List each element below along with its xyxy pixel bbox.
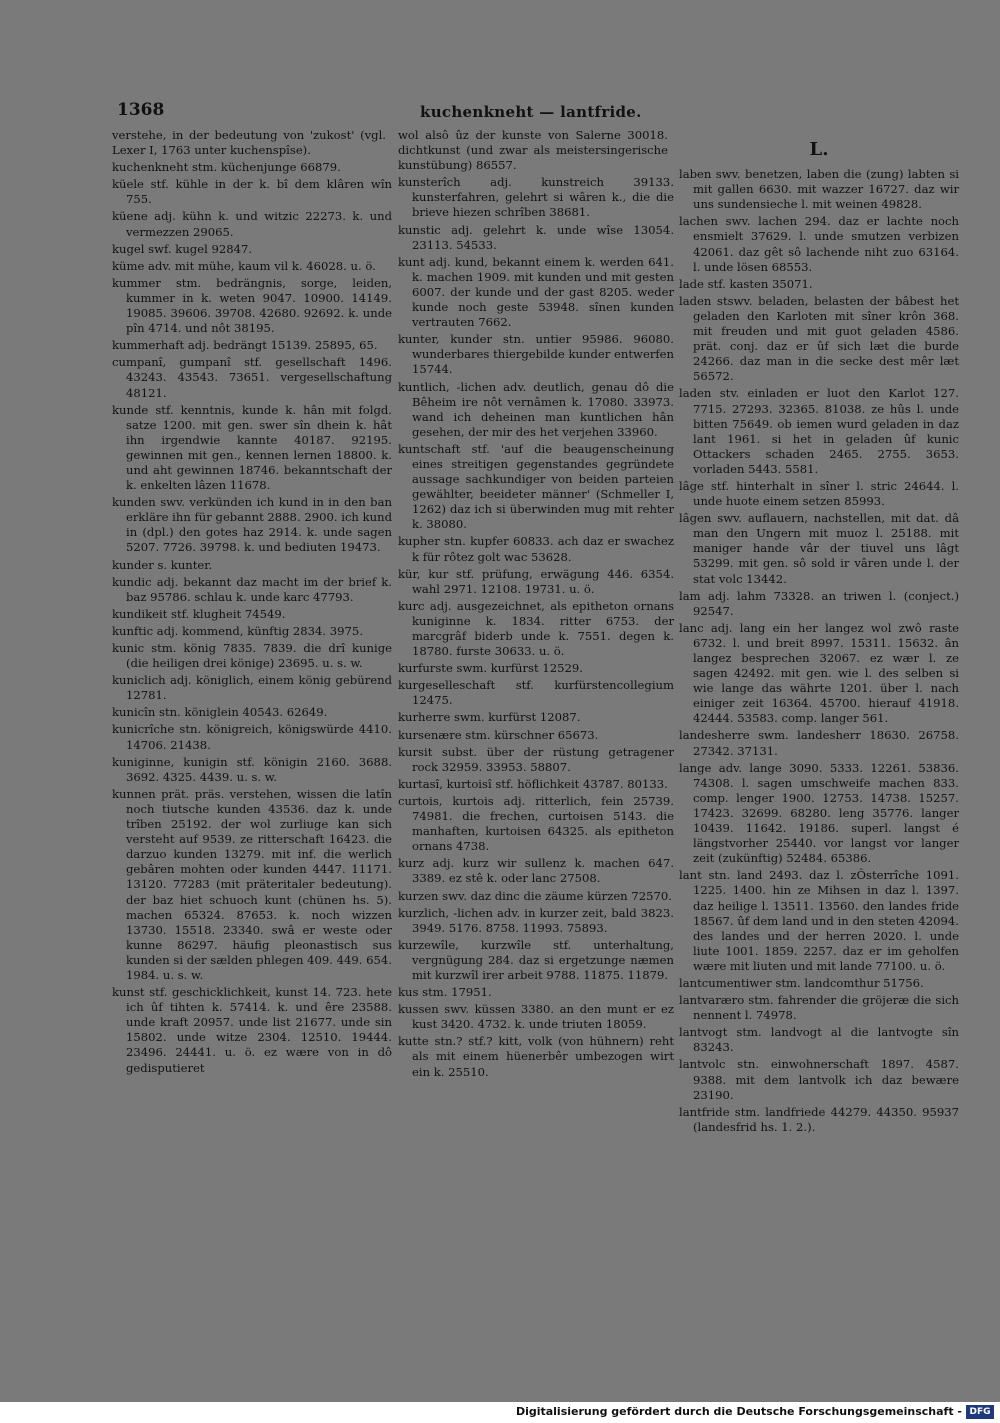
- dictionary-entry: lanc adj. lang ein her langez wol zwô raste 6732. l. und breit 8997. 15311. 15632. ân langez besprechen 32067. ez wær l. ze sagen 42492. mit gen. wie l. des selben si wie lange das währte 1201. über l. nach einiger zeit 16364. 45700. hierauf 41918. 42444. 53583. comp. langer 561.: [679, 620, 959, 726]
- funding-credit: Digitalisierung gefördert durch die Deutsche Forschungsgemeinschaft -: [515, 1405, 962, 1418]
- dictionary-entry: kunter, kunder stn. untier 95986. 96080. wunderbares thiergebilde kunder entwerfen 15744.: [398, 332, 674, 377]
- dictionary-entry: kurzewîle, kurzwîle stf. unterhaltung, vergnügung 284. daz si ergetzunge næmen mit kurzwîl irer arbeit 9788. 11875. 11879.: [398, 937, 674, 982]
- page-number: 1368: [117, 100, 165, 120]
- section-letter: L.: [809, 139, 829, 160]
- dictionary-entry: kunder s. kunter.: [112, 557, 213, 572]
- dictionary-entry: kuchenkneht stm. küchenjunge 66879.: [112, 160, 341, 175]
- dictionary-entry: lantcumentiwer stm. landcomthur 51756.: [679, 975, 924, 990]
- dictionary-entry: kutte stn.? stf.? kitt, volk (von hühnern) reht als mit einem hüenerbêr umbezogen wirt ein k. 25510.: [398, 1034, 674, 1079]
- dictionary-entry: cumpanî, gumpanî stf. gesellschaft 1496. 43243. 43543. 73651. vergesellschaftung 48121.: [112, 355, 392, 400]
- dictionary-entry: lantfride stm. landfriede 44279. 44350. 95937 (landesfrid hs. 1. 2.).: [679, 1104, 959, 1134]
- dictionary-entry: kurfurste swm. kurfürst 12529.: [398, 661, 583, 676]
- dictionary-entry: kurgeselleschaft stf. kurfürstencollegium 12475.: [398, 678, 674, 708]
- dictionary-entry: kupher stn. kupfer 60833. ach daz er swachez k für rôtez golt wac 53628.: [398, 534, 674, 564]
- dictionary-entry: lade stf. kasten 35071.: [679, 276, 813, 291]
- running-title: kuchenkneht — lantfride.: [420, 103, 642, 121]
- dictionary-entry: kuniclich adj. königlich, einem könig gebürend 12781.: [112, 673, 392, 703]
- dictionary-entry: kurzlich, -lichen adv. in kurzer zeit, bald 3823. 3949. 5176. 8758. 11993. 75893.: [398, 905, 674, 935]
- dictionary-entry: kursenære stm. kürschner 65673.: [398, 727, 599, 742]
- dictionary-entry: kuniginne, kunigin stf. königin 2160. 3688. 3692. 4325. 4439. u. s. w.: [112, 754, 392, 784]
- dictionary-entry: laden stv. einladen er luot den Karlot 127. 7715. 27293. 32365. 81038. ze hûs l. unde bitten 75649. ob iemen wurd geladen in daz lant 1961. si het in geladen ûf kunic Ottackers schaden 2465. 2755. 3653. vorladen 5443. 5581.: [679, 386, 959, 476]
- dictionary-entry: kunicrîche stn. königreich, königswürde 4410. 14706. 21438.: [112, 722, 392, 752]
- dictionary-entry: küene adj. kühn k. und witzic 22273. k. und vermezzen 29065.: [112, 209, 392, 239]
- dictionary-entry: kunde stf. kenntnis, kunde k. hân mit folgd. satze 1200. mit gen. swer sîn dhein k. hât ihn irgendwie kannte 40187. 92195. gewinnen mit gen., kennen lernen 18800. k. und aht gewinnen 18746. bekanntschaft der k. enkelten lâzen 11678.: [112, 402, 392, 493]
- dictionary-entry: kunnen prät. präs. verstehen, wissen die latîn noch tiutsche kunden 43536. daz k. unde trîben 25192. der wol zurliuge kan sich versteht auf 9539. ze ritterschaft 16423. die darzuo kunden 13279. mit inf. die werlich gebâren mohten oder kunden 4447. 11171. 13120. 77283 (mit präteritaler bedeutung). der baz hiet schuoch kunt (chünen hs. 5). machen 65324. 87653. k. noch wizzen 13730. 15518. 23340. swâ er weste oder kunne 86297. häufig pleonastisch sus kunden si der sælden phlegen 409. 449. 654. 1984. u. s. w.: [112, 786, 392, 982]
- dictionary-entry: lange adv. lange 3090. 5333. 12261. 53836. 74308. l. sagen umschweife machen 833. comp. lenger 1900. 12753. 14738. 15257. 17423. 32699. 68280. leng 35776. langer 10439. 11642. 19186. superl. langst é längstvorher 25440. vor langst vor langer zeit (zukünftig) 52484. 65386.: [679, 760, 959, 866]
- dictionary-entry: kunt adj. kund, bekannt einem k. werden 641. k. machen 1909. mit kunden und mit gesten 6007. der kunde und der gast 8205. weder kunde noch geste 53948. sînen kunden vertrauten 7662.: [398, 254, 674, 330]
- dictionary-entry: kunftic adj. kommend, künftig 2834. 3975.: [112, 623, 363, 638]
- dictionary-entry: laben swv. benetzen, laben die (zung) labten si mit gallen 6630. mit wazzer 16727. daz wir uns sundensieche l. mit weinen 49828.: [679, 167, 959, 212]
- dictionary-entry: kunicîn stn. königlein 40543. 62649.: [112, 705, 328, 720]
- dictionary-entry: kurz adj. kurz wir sullenz k. machen 647. 3389. ez stê k. oder lanc 27508.: [398, 856, 674, 886]
- dictionary-entry: kurherre swm. kurfürst 12087.: [398, 710, 581, 725]
- dictionary-entry: kurc adj. ausgezeichnet, als epitheton ornans kuniginne k. 1834. ritter 6753. der marcgrâf biderb unde k. 7551. degen k. 18780. furste 30633. u. ö.: [398, 598, 674, 659]
- dictionary-entry: lantvaræro stm. fahrender die gröjeræ die sich nennent l. 74978.: [679, 993, 959, 1023]
- dictionary-entry: küme adv. mit mühe, kaum vil k. 46028. u. ö.: [112, 258, 376, 273]
- footer-bar: [0, 1402, 1000, 1423]
- dictionary-entry: lantvogt stm. landvogt al die lantvogte sîn 83243.: [679, 1025, 959, 1055]
- dictionary-entry: kugel swf. kugel 92847.: [112, 241, 253, 256]
- dictionary-entry: curtois, kurtois adj. ritterlich, fein 25739. 74981. die frechen, curtoisen 5143. die manhaften, kurtoisen 64325. als epitheton ornans 4738.: [398, 793, 674, 854]
- dictionary-entry: kunsterîch adj. kunstreich 39133. kunsterfahren, gelehrt si wâren k., die die brieve hiezen schrîben 38681.: [398, 175, 674, 220]
- column-1: [112, 128, 392, 1078]
- dictionary-entry: küele stf. kühle in der k. bî dem klâren wîn 755.: [112, 177, 392, 207]
- dictionary-entry: kuntlich, -lichen adv. deutlich, genau dô die Bêheim ire nôt vernâmen k. 17080. 33973. wand ich deheinen man kuntlichen hân gesehen, der mir des het verjehen 33960.: [398, 379, 674, 439]
- dictionary-entry: lachen swv. lachen 294. daz er lachte noch ensmielt 37629. l. unde smutzen verbizen 42061. daz gêt sô lachende niht zuo 63164. l. unde lösen 68553.: [679, 214, 959, 274]
- dictionary-entry: kummerhaft adj. bedrängt 15139. 25895, 65.: [112, 338, 378, 353]
- dictionary-entry: lant stn. land 2493. daz l. zÔsterrîche 1091. 1225. 1400. hin ze Mihsen in daz l. 1397. daz heilige l. 13511. 13560. den landes fride 18567. ûf dem land und in den steten 42094. des landes und der herren 2020. l. unde liute 1001. 1859. 2257. daz er im geholfen wære mit liuten und mit lande 77100. u. ö.: [679, 868, 959, 973]
- dictionary-entry: kunden swv. verkünden ich kund in in den ban erkläre ihn für gebannt 2888. 2900. ich kund in (dpl.) den gotes haz 2914. k. unde sagen 5207. 7726. 39798. k. und bediuten 19473.: [112, 495, 392, 555]
- dictionary-entry: kunstic adj. gelehrt k. unde wîse 13054. 23113. 54533.: [398, 222, 674, 252]
- dictionary-entry: kuntschaft stf. 'auf die beaugenscheinung eines streitigen gegenstandes gegründete aussage sachkundiger von beiden parteien gewählter, beeideter männer' (Schmeller I, 1262) daz ich si überwinden mug mit rehter k. 38080.: [398, 441, 674, 532]
- column-3: [679, 128, 959, 1137]
- dictionary-entry: kus stm. 17951.: [398, 985, 492, 1000]
- dictionary-entry: kussen swv. küssen 3380. an den munt er ez kust 3420. 4732. k. unde triuten 18059.: [398, 1002, 674, 1032]
- dictionary-entry: verstehe, in der bedeutung von 'zukost' (vgl. Lexer I, 1763 unter kuchenspîse).: [112, 128, 386, 158]
- dictionary-entry: kummer stm. bedrängnis, sorge, leiden, kummer in k. weten 9047. 10900. 14149. 19085. 39606. 39708. 42680. 92692. k. unde pîn 4714. und nôt 38195.: [112, 275, 392, 336]
- dictionary-entry: kurzen swv. daz dinc die zäume kürzen 72570.: [398, 888, 672, 903]
- dictionary-entry: kurtasî, kurtoisî stf. höflichkeit 43787. 80133.: [398, 776, 668, 791]
- dictionary-entry: laden stswv. beladen, belasten der bâbest het geladen den Karloten mit sîner krôn 368. mit freuden und mit guot geladen 4586. prät. conj. daz er ûf sich læt die burde 24266. daz man in die secke dest mêr læt 56572.: [679, 293, 959, 384]
- dictionary-entry: kundikeit stf. klugheit 74549.: [112, 606, 286, 621]
- dictionary-entry: kursit subst. über der rüstung getragener rock 32959. 33953. 58807.: [398, 744, 674, 774]
- dictionary-entry: kundic adj. bekannt daz macht im der brief k. baz 95786. schlau k. unde karc 47793.: [112, 574, 392, 604]
- dictionary-entry: kunst stf. geschicklichkeit, kunst 14. 723. hete ich ûf tihten k. 57414. k. und êre 23588. unde kraft 20957. unde list 21677. unde sin 15802. unde witze 2304. 12510. 19444. 23496. 24441. u. ö. ez wære von in dô gedisputieret: [112, 985, 392, 1075]
- dictionary-entry: lam adj. lahm 73328. an triwen l. (conject.) 92547.: [679, 588, 959, 618]
- dictionary-entry: kür, kur stf. prüfung, erwägung 446. 6354. wahl 2971. 12108. 19731. u. ö.: [398, 566, 674, 596]
- column-2: [398, 128, 674, 1082]
- dfg-logo-icon: DFG: [966, 1405, 994, 1419]
- dictionary-entry: kunic stm. könig 7835. 7839. die drî kunige (die heiligen drei könige) 23695. u. s. w.: [112, 641, 392, 671]
- dictionary-entry: lâge stf. hinterhalt in sîner l. stric 24644. l. unde huote einem setzen 85993.: [679, 478, 959, 509]
- dictionary-entry: lantvolc stn. einwohnerschaft 1897. 4587. 9388. mit dem lantvolk ich daz bewære 23190.: [679, 1057, 959, 1102]
- dictionary-entry: lâgen swv. auflauern, nachstellen, mit dat. dâ man den Ungern mit muoz l. 25188. mit maniger hande vâr der tiuvel uns lâgt 53299. mit gen. sô sold ir vâren unde l. der stat volc 13442.: [679, 511, 959, 586]
- dictionary-entry: wol alsô ûz der kunste von Salerne 30018. dichtkunst (und zwar als meistersingerische kunstübung) 86557.: [398, 128, 668, 173]
- dictionary-entry: landesherre swm. landesherr 18630. 26758. 27342. 37131.: [679, 728, 959, 758]
